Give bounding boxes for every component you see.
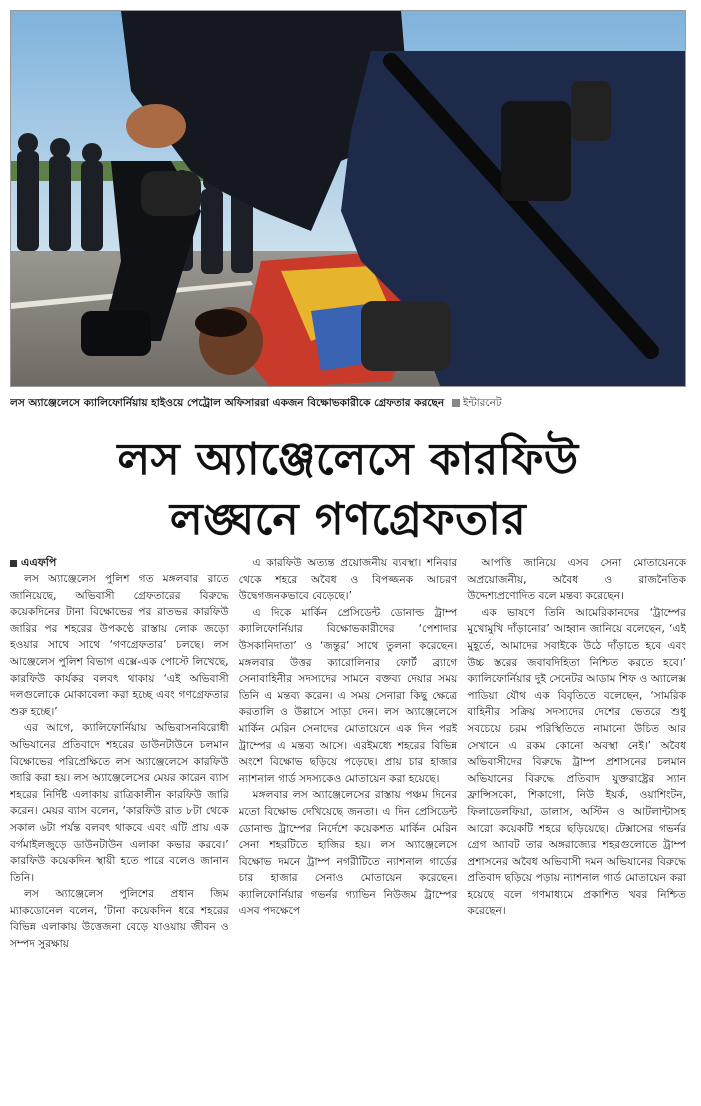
article-column-3 <box>467 555 686 1100</box>
credit-square-icon <box>452 399 460 407</box>
paragraph: মঙ্গলবার লস অ্যাঞ্জেলেসের রাস্তায় পঞ্চম দিনের মতো বিক্ষোভ দেখিয়েছে জনতা। এ দিন প্রেসিডেন্ট ডোনাল্ড ট্রাম্পের নির্দেশে কয়েকশত মার্কিন মেরিন সেনা শহরটিতে হাজির হয়। লস অ্যাঞ্জেলেসে বিক্ষোভ দমনে ট্রাম্প নগরীটিতে ন্যাশনাল গার্ডের চার হাজার সেনাও মোতায়েন করেছেন। ক্যালিফোর্নিয়ার গভর্নর গ্যাভিন নিউজম ট্রাম্পের এসব পদক্ষেপে <box>238 789 458 918</box>
arrest-photo-illustration <box>11 11 686 387</box>
byline-text: এএফপি <box>21 556 57 569</box>
paragraph: লস অ্যাঞ্জেলেস পুলিশের প্রধান জিম ম্যাকডোনেল বলেন, ‘টানা কয়েকদিন ধরে শহরের বিভিন্ন এলাকায় উত্তেজনা বেড়ে যাওয়ায় জীবন ও সম্পদ সুরক্ষায় <box>10 888 229 951</box>
paragraph: লস অ্যাঞ্জেলেস পুলিশ গত মঙ্গলবার রাতে জানিয়েছে, অভিবাসী গ্রেফতারের বিরুদ্ধে কয়েকদিনের টানা বিক্ষোভের পর রাতভর কারফিউ জারির পর শহরের উপকণ্ঠে রাস্তায় লোক জড়ো হওয়ার সাথে সাথে ‘গণগ্রেফতার’ চলছে। লস আঞ্জেলেস পুলিশ বিভাগ এক্সে-এক পোস্টে লিখেছে, কারফিউ কার্যকর বলবৎ থাকায় ‘এই অভিবাসী দলগুলোকে মোকাবেলা করা হচ্ছে এবং গণগ্রেফতার শুরু হচ্ছে।’ <box>10 573 229 718</box>
photo-credit: ইন্টারনেট <box>462 397 502 409</box>
bullet-square-icon <box>10 560 17 567</box>
article-column-1 <box>10 555 229 1100</box>
paragraph: এ দিকে মার্কিন প্রেসিডেন্ট ডোনাল্ড ট্রাম্প ক্যালিফোর্নিয়ার বিক্ষোভকারীদের ‘পেশাদার উসকানিদাতা’ ও ‘জন্তুর’ সাথে তুলনা করেছেন। মঙ্গলবার উত্তর ক্যারোলিনার ফোর্ট ব্র্যাগে সেনাবাহিনীর সদস্যদের সামনে বক্তব্য দেয়ার সময় তিনি এ মন্তব্য করেন। এ সময় সেনারা কিছু ক্ষেত্রে করতালি ও উল্লাসে সাড়া দেন। লস অ্যাঞ্জেলেসে মার্কিন মেরিন সেনাদের মোতায়েনে এক দিন পরই ট্রাম্পের এ মন্তব্য আসে। এরইমধ্যে শহরের বিভিন্ন অংশে বিক্ষোভ ছড়িয়ে পড়েছে। প্রায় চার হাজার ন্যাশনাল গার্ড সদস্যকেও মোতায়েন করা হয়েছে। <box>238 606 458 785</box>
headline-line-2: লঙ্ঘনে গণগ্রেফতার <box>169 494 527 545</box>
paragraph: আপত্তি জানিয়ে এসব সেনা মোতায়েনকে অপ্রয়োজনীয়, অবৈধ ও রাজনৈতিক উদ্দেশ্যপ্রণোদিত বলে মন্তব্য করেছেন। <box>467 557 687 603</box>
paragraph: এর আগে, ক্যালিফোর্নিয়ায় অভিবাসনবিরোধী অভিযানের প্রতিবাদে শহরের ডাউনটাউনে চলমান বিক্ষোভের পরিপ্রেক্ষিতে লস অ্যাঞ্জেলেসে কারফিউ জারি করা হয়। লস অ্যাঞ্জেলেসের মেয়র কারেন ব্যাস শহরের নির্দিষ্ট এলাকায় রাত্রিকালীন কারফিউ জারি করেন। মেয়র ব্যাস বলেন, ‘কারফিউ রাত ৮টা থেকে সকাল ৬টা পর্যন্ত বলবৎ থাকবে এবং এটি প্রায় এক বর্গমাইলজুড়ে ডাউনটাউন এলাকা কভার করবে।’ কারফিউ কয়েকদিন স্থায়ী হতে পারে বলেও জানান তিনি। <box>10 722 229 884</box>
paragraph: এ কারফিউ অত্যন্ত প্রয়োজনীয় ব্যবস্থা। শনিবার থেকে শহরে অবৈধ ও বিপজ্জনক আচরণ উদ্বেগজনকভাবে বেড়েছে।’ <box>238 557 458 603</box>
caption-text: লস অ্যাঞ্জেলেসে ক্যালিফোর্নিয়ায় হাইওয়ে পেট্রোল অফিসাররা একজন বিক্ষোভকারীকে গ্রেফতার করছেন <box>10 397 445 409</box>
photo-caption <box>10 393 686 413</box>
paragraph: এক ভাষণে তিনি আমেরিকানদের ‘ট্রাম্পের মুখোমুখি দাঁড়ানোর’ আহ্বান জানিয়ে বলেছেন, ‘এই মুহূর্তে, আমাদের সবাইকে উঠে দাঁড়াতে হবে এবং উচ্চ স্তরের জবাবদিহিতা নিশ্চিত করতে হবে।’ ক্যালিফোর্নিয়ার দুই সেনেটর আডাম শিফ ও অ্যালেক্স পাডিয়া যৌথ এক বিবৃতিতে বলেছেন, ‘সামরিক বাহিনীর সক্রিয় সদস্যদের দেশের ভেতরে শুধু সবচেয়ে চরম পরিস্থিতিতে নামানো উচিত আর সেখানে এ রকম কোনো অবস্থা নেই।’ অবৈধ অভিবাসীদের বিরুদ্ধে ট্রাম্প প্রশাসনের চলমান অভিযানের বিরুদ্ধে প্রতিবাদ যুক্তরাষ্ট্রের স্যান ফ্রান্সিসকো, শিকাগো, নিউ ইয়র্ক, ওয়াশিংটন, ফিলাডেলফিয়া, ডালাস, অস্টিন ও আটলান্টাসহ আরো কয়েকটি শহরে ছড়িয়েছে। টেক্সাসের গভর্নর গ্রেগ অ্যাবট তার অঙ্গরাজ্যের শহরগুলোতে ট্রাম্প প্রশাসনের অবৈধ অভিবাসী দমন অভিযানের বিরুদ্ধে প্রতিবাদ ছড়িয়ে পড়ায় ন্যাশনাল গার্ড মোতায়েন করা হয়েছে বলে গণমাধ্যমে প্রকাশিত খবর নিশ্চিত করেছেন। <box>467 606 687 918</box>
news-photo <box>10 10 686 387</box>
article-column-2 <box>239 555 458 1100</box>
headline-line-1: লস অ্যাঞ্জেলেসে কারফিউ <box>117 434 579 485</box>
byline <box>10 555 229 571</box>
article-body <box>10 555 686 1100</box>
headline <box>10 430 686 550</box>
